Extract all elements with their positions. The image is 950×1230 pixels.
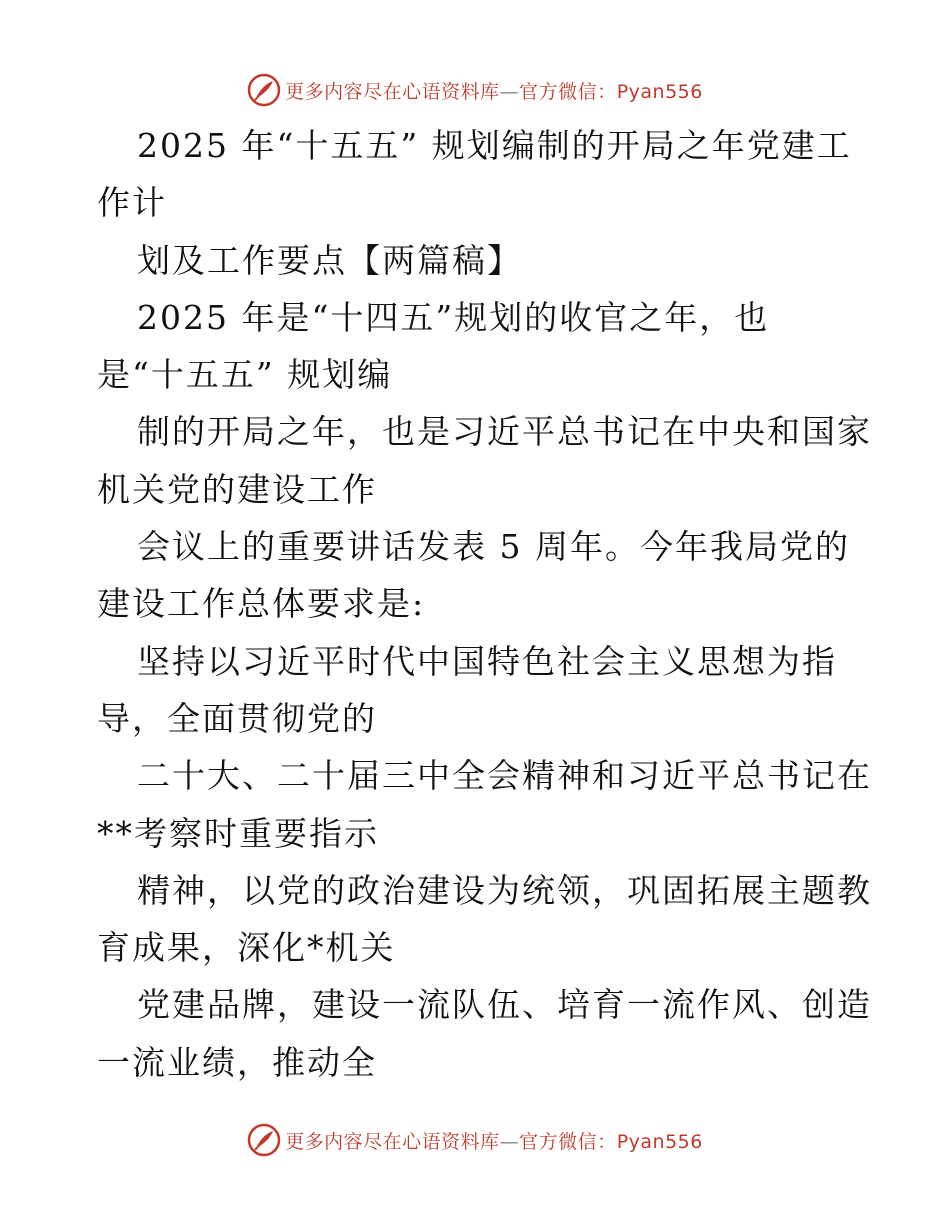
document-line: **考察时重要指示 bbox=[97, 813, 379, 853]
banner-main-text: 更多内容尽在心语资料库 bbox=[285, 80, 500, 103]
document-line: 育成果，深化*机关 bbox=[97, 928, 396, 968]
document-line: 二十大、二十届三中全会精神和习近平总书记在 bbox=[137, 756, 872, 796]
document-line: 坚持以习近平时代中国特色社会主义思想为指 bbox=[137, 641, 837, 681]
document-line: 2025 年是“十四五”规划的收官之年，也 bbox=[137, 297, 770, 337]
footer-banner bbox=[0, 1120, 950, 1160]
feather-pen-logo-icon bbox=[247, 1123, 281, 1157]
document-line: 精神，以党的政治建设为统领，巩固拓展主题教 bbox=[137, 870, 872, 910]
banner-separator: — bbox=[499, 80, 520, 103]
document-line: 机关党的建设工作 bbox=[97, 469, 377, 509]
document-line: 导，全面贯彻党的 bbox=[97, 698, 377, 738]
document-line: 一流业绩，推动全 bbox=[97, 1042, 377, 1082]
document-line: 制的开局之年，也是习近平总书记在中央和国家 bbox=[137, 412, 872, 452]
document-line: 2025 年“十五五” 规划编制的开局之年党建工 bbox=[137, 126, 852, 165]
document-line: 是“十五五” 规划编 bbox=[97, 355, 393, 395]
banner-text bbox=[285, 1127, 703, 1154]
banner-handle: Pyan556 bbox=[616, 80, 703, 103]
banner-text bbox=[285, 77, 703, 104]
document-line: 会议上的重要讲话发表 5 周年。今年我局党的 bbox=[137, 527, 850, 567]
header-banner bbox=[0, 70, 950, 110]
document-body bbox=[97, 117, 872, 1091]
banner-handle: Pyan556 bbox=[616, 1130, 703, 1153]
document-line: 作计 bbox=[97, 183, 167, 223]
banner-main-text: 更多内容尽在心语资料库 bbox=[285, 1130, 500, 1153]
banner-sub-text: 官方微信： bbox=[519, 1130, 617, 1153]
document-line: 划及工作要点【两篇稿】 bbox=[137, 240, 522, 280]
banner-separator: — bbox=[499, 1130, 520, 1153]
banner-sub-text: 官方微信： bbox=[519, 80, 617, 103]
document-line: 建设工作总体要求是: bbox=[97, 584, 426, 624]
feather-pen-logo-icon bbox=[247, 73, 281, 107]
document-line: 党建品牌，建设一流队伍、培育一流作风、创造 bbox=[137, 985, 872, 1025]
